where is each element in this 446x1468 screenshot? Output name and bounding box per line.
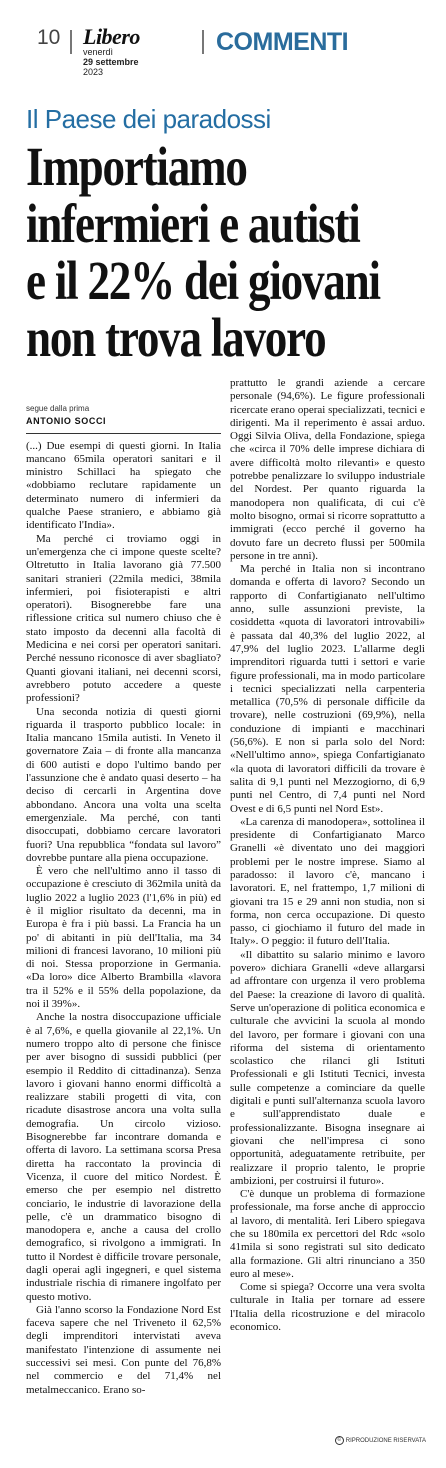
paragraph: Già l'anno scorso la Fondazione Nord Est faceva sapere che nel Triveneto il 62,5% degli imprenditori intervistati aveva manifestato l'intenzione di assumente nei successivi sei mesi. Con punte del 76,8% nel commercio e del 71,4% nel metalmeccanico. Erano so- (26, 1303, 221, 1396)
paragraph: «La carenza di manodopera», sottolinea il presidente di Confartigianato Marco Granelli «è diventato uno dei maggiori problemi per le nostre imprese. Siamo al paradosso: il lavoro c'è, mancano i lavoratori. E, nel frattempo, 1,7 milioni di giovani tra 15 e 29 anni non studia, non si forma, non cerca occupazione. Di questo passo, ci giochiamo il futuro del made in Italy». O peggio: il futuro dell'Italia. (230, 815, 425, 948)
article-kicker: Il Paese dei paradossi (26, 104, 271, 134)
continued-note: segue dalla prima (26, 404, 90, 413)
paragraph: «Il dibattito su salario minimo e lavoro povero» dichiara Granelli «deve allargarsi ad affrontare con urgenza il vero problema del Paese: la creazione di lavoro di qualità. Serve un'operazione di politica economica e culturale che avvicini la scuola al mondo del lavoro, per formare i giovani con una riforma del sistema di orientamento scolastico che rilanci gli Istituti Professionali e gli Istituti Tecnici, investa sulle competenze a cominciare da quelle digitali e punti sull'alternanza scuola lavoro e sull'apprendistato duale e professionalizzante. Bisogna insegnare ai giovani che nell'impresa ci sono opportunità, adeguatamente retribuite, per realizzare il proprio talento, le proprie ambizioni, per costruirsi il futuro». (230, 948, 425, 1187)
copyright-text: RIPRODUZIONE RISERVATA (345, 1438, 426, 1445)
issue-date (83, 47, 139, 77)
headline-line: infermieri e autisti (26, 193, 360, 254)
copyright-notice (335, 1436, 426, 1445)
paragraph: (...) Due esempi di questi giorni. In Italia mancano 65mila operatori sanitari e il ministro Schillaci ha spiegato che «dobbiamo reclutare rapidamente un determinato numero di infermieri da qualche Paese straniero, e abbiamo già identificato l'India». (26, 439, 221, 532)
paragraph: È vero che nell'ultimo anno il tasso di occupazione è cresciuto di 362mila unità da luglio 2022 a luglio 2023 (l'1,6% in più) ed è il miglior risultato da decenni, ma in Europa è fra i più bassi. La Francia ha un po' di abitanti in più dell'Italia, ma 34 milioni di francesi lavorano, 10 milioni più di noi. Stessa proporzione in Germania. «Da loro» dice Alberto Brambilla «lavora tra il 52% e il 55% della popolazione, da noi il 39%». (26, 865, 221, 1011)
article-column-left (26, 402, 221, 1397)
weekday: venerdì (83, 47, 114, 57)
header-divider-2 (202, 30, 204, 54)
paragraph: C'è dunque un problema di formazione professionale, ma forse anche di approccio al lavoro, di mentalità. Ieri Libero spiegava che su 180mila ex percettori del Rdc «solo 41mila si sono registrati sul sito dedicato alla formazione. Gli altri rinunciano a 350 euro al mese». (230, 1188, 425, 1280)
paragraph: prattutto le grandi aziende a cercare personale (94,6%). Le figure professionali ricercate erano operai specializzati, tecnici e dirigenti. Ma il reperimento è assai arduo. Oggi Silvia Oliva, della Fondazione, spiega che «circa il 70% delle imprese dichiara di avere difficoltà molto rilevanti» e questo potrebbe penalizzare lo sviluppo industriale del Nordest. Per quanto riguarda la manodopera non qualificata, di cui c'è molto bisogno, ormai si ricorre soprattutto a immigrati (ecco perché il governo ha dovuto fare un decreto flussi per 500mila persone in tre anni). (230, 377, 425, 562)
masthead-logo: Libero (83, 24, 140, 49)
headline-line: Importiamo (26, 136, 247, 197)
headline-line: e il 22% dei giovani (26, 250, 380, 311)
copyright-icon: © (335, 1436, 344, 1445)
author-byline: ANTONIO SOCCI (26, 415, 221, 433)
paragraph: Come si spiega? Occorre una vera svolta culturale in Italia per tornare ad essere l'Italia della ricostruzione e del miracolo economico. (230, 1281, 425, 1334)
page-number: 10 (37, 26, 61, 49)
section-title: COMMENTI (216, 28, 349, 56)
date: 29 settembre (83, 57, 139, 67)
article-headline (26, 138, 428, 366)
paragraph: Ma perché ci troviamo oggi in un'emergenza che ci impone queste scelte? Oltretutto in Italia lavorano già 77.500 sanitari stranieri (22mila medici, 38mila infermieri, poi fisioterapisti e altri operatori). Bisognerebbe fare una riflessione critica sul numero chiuso che è stato imposto da decenni alla facoltà di Medicina e nei corsi per operatori sanitari. Perché nessuno riconosce di aver sbagliato? Quanti giovani italiani, nei decenni scorsi, avrebbero potuto accedere a queste professioni? (26, 532, 221, 705)
header-divider (70, 30, 72, 54)
page-header (0, 0, 446, 77)
paragraph: Anche la nostra disoccupazione ufficiale è al 7,6%, e quella giovanile al 22,1%. Un numero troppo alto di persone che finisce per aver bisogno di sussidi pubblici (per esempio il Reddito di cittadinanza). Senza lavoro i giovani hanno enormi difficoltà a realizzare stabili progetti di vita, con ricadute disastrose ancora una volta sulla demografia. Un circolo vizioso. Bisognerebbe far incontrare domanda e offerta di lavoro. La settimana scorsa Presa diretta ha raccontato la provincia di Vicenza, il cuore del mitico Nordest. È emerso che per esempio nel distretto conciario, le industrie di lavorazione della pelle, c'è un drammatico bisogno di manodopera e, anche a causa del crollo demografico, si rivolgono a immigrati. In tutto il Nordest è difficile trovare personale, dagli operai agli ingegneri, e quel sistema industriale rischia di rimanere ingolfato per questo motivo. (26, 1011, 221, 1303)
paragraph: Ma perché in Italia non si incontrano domanda e offerta di lavoro? Secondo un rapporto di Confartigianato nell'ultimo anno, sulle assunzioni previste, la cosiddetta «quota di lavoratori introvabili» è passata dal 40,3% del luglio 2022, al 47,9% del luglio 2023. L'allarme degli imprenditori riguarda tutti i settori e varie figure professionali, ma in modo particolare i tecnici specializzati nella carpenteria metallica (70,5% di personale difficile da trovare), nelle costruzioni (69,9%), nella conduzione di impianti e macchinari (56,6%). E non si parla solo del Nord: «Nell'ultimo anno», spiega Confartigianato «la quota di lavoratori difficili da trovare è salita di 9,1 punti nel Mezzogiorno, di 6,9 punti nel Centro, di 7,4 punti nel Nord Ovest e di 6,5 punti nel Nord Est». (230, 563, 425, 815)
headline-line: non trova lavoro (26, 307, 326, 368)
article-column-right (230, 377, 425, 1334)
paragraph: Una seconda notizia di questi giorni riguarda il trasporto pubblico locale: in Italia mancano 15mila autisti. In Veneto il governatore Zaia – di fronte alla mancanza di 600 autisti e dopo l'ultimo bando per l'assunzione che è andato quasi deserto – ha deciso di cercarli in Argentina dove abbondano. Ancora una volta una scelta emergenziale. Ma perché, con tanti disoccupati, dobbiamo cercare lavoratori fuori? Una repubblica “fondata sul lavoro” dovrebbe puntare alla piena occupazione. (26, 705, 221, 864)
year: 2023 (83, 67, 104, 77)
